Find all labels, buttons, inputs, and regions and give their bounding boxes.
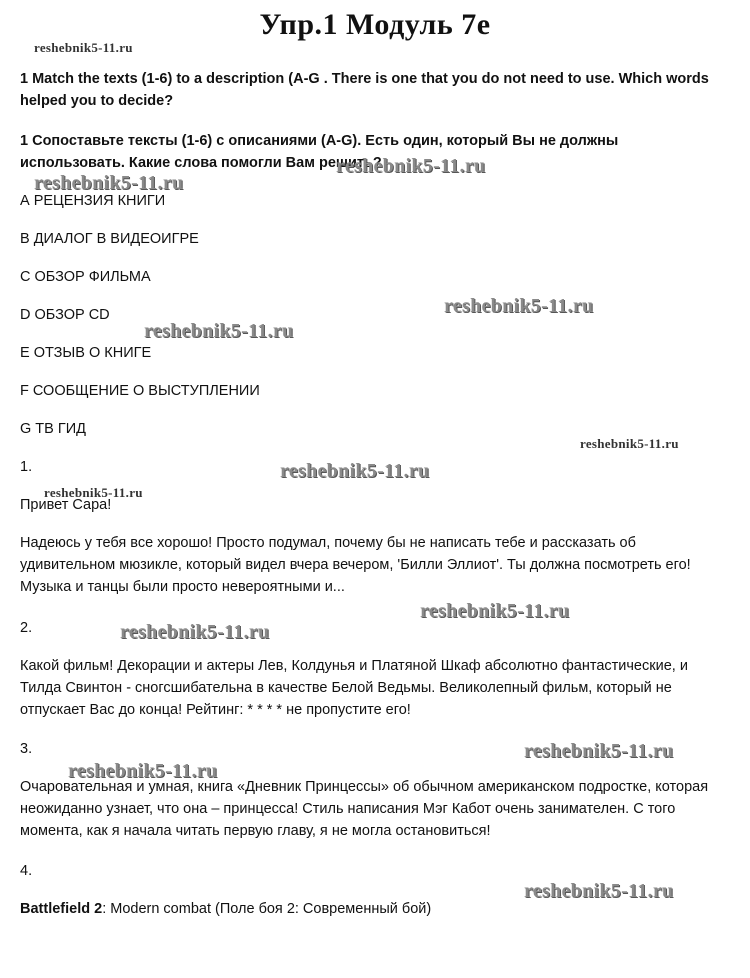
watermark: reshebnik5-11.ru <box>580 436 679 451</box>
option-c: С ОБЗОР ФИЛЬМА <box>20 269 151 285</box>
watermark: reshebnik5-11.ru <box>524 740 674 762</box>
watermark: reshebnik5-11.ru <box>34 172 184 194</box>
text-2-body: Какой фильм! Декорации и актеры Лев, Колдунья и Платяной Шкаф абсолютно фантастические, и Тилда Свинтон - сногсшибательна в качестве Белой Ведьмы. Великолепный фильм, который не отпускает Вас до конца! Рейтинг: * * * * не пропустите его! <box>20 658 688 718</box>
instruction-russian: 1 Сопоставьте тексты (1-6) с описаниями (A-G). Есть один, который Вы не должны использовать. Какие слова помогли Вам решить? <box>20 133 619 171</box>
text-4-title-line <box>20 898 431 920</box>
watermark: reshebnik5-11.ru <box>68 760 218 782</box>
watermark: reshebnik5-11.ru <box>524 880 674 902</box>
text-4-number: 4. <box>20 863 33 879</box>
option-g: G ТВ ГИД <box>20 421 86 437</box>
watermark: reshebnik5-11.ru <box>44 485 143 500</box>
watermark: reshebnik5-11.ru <box>144 320 294 342</box>
text-1-greeting: Привет Сара! <box>20 497 112 513</box>
watermark: reshebnik5-11.ru <box>444 295 594 317</box>
option-a: А РЕЦЕНЗИЯ КНИГИ <box>20 193 166 209</box>
watermark: reshebnik5-11.ru <box>34 40 133 55</box>
watermark: reshebnik5-11.ru <box>120 621 270 643</box>
page-title: Упр.1 Модуль 7е <box>259 8 491 41</box>
instruction-english: 1 Match the texts (1-6) to a description (A-G . There is one that you do not need to use. Which words helped you to decide? <box>20 71 709 109</box>
watermark: reshebnik5-11.ru <box>280 460 430 482</box>
option-e: Е ОТЗЫВ О КНИГЕ <box>20 345 152 361</box>
text-1-body: Надеюсь у тебя все хорошо! Просто подумал, почему бы не написать тебе и рассказать об удивительном мюзикле, который видел вчера вечером, 'Билли Эллиот'. Ты должна посмотреть его! Музыка и танцы были просто невероятными и... <box>20 535 691 595</box>
text-1-number: 1. <box>20 459 33 475</box>
option-f: F СООБЩЕНИЕ О ВЫСТУПЛЕНИИ <box>20 383 260 399</box>
text-3-body: Очаровательная и умная, книга «Дневник Принцессы» об обычном американском подростке, которая неожиданно узнает, что она – принцесса! Стиль написания Мэг Кабот очень занимателен. С того момента, как я начала читать первую главу, я не могла остановиться! <box>20 779 709 839</box>
watermark: reshebnik5-11.ru <box>420 600 570 622</box>
text-2-number: 2. <box>20 620 33 636</box>
text-4-game-title: Battlefield 2 <box>20 901 103 917</box>
text-4-game-subtitle: : Modern combat (Поле боя 2: Современный бой) <box>102 901 432 917</box>
watermark: reshebnik5-11.ru <box>336 155 486 177</box>
option-b: В ДИАЛОГ В ВИДЕОИГРЕ <box>20 231 199 247</box>
text-3-number: 3. <box>20 741 33 757</box>
option-d: D ОБЗОР CD <box>20 307 110 323</box>
